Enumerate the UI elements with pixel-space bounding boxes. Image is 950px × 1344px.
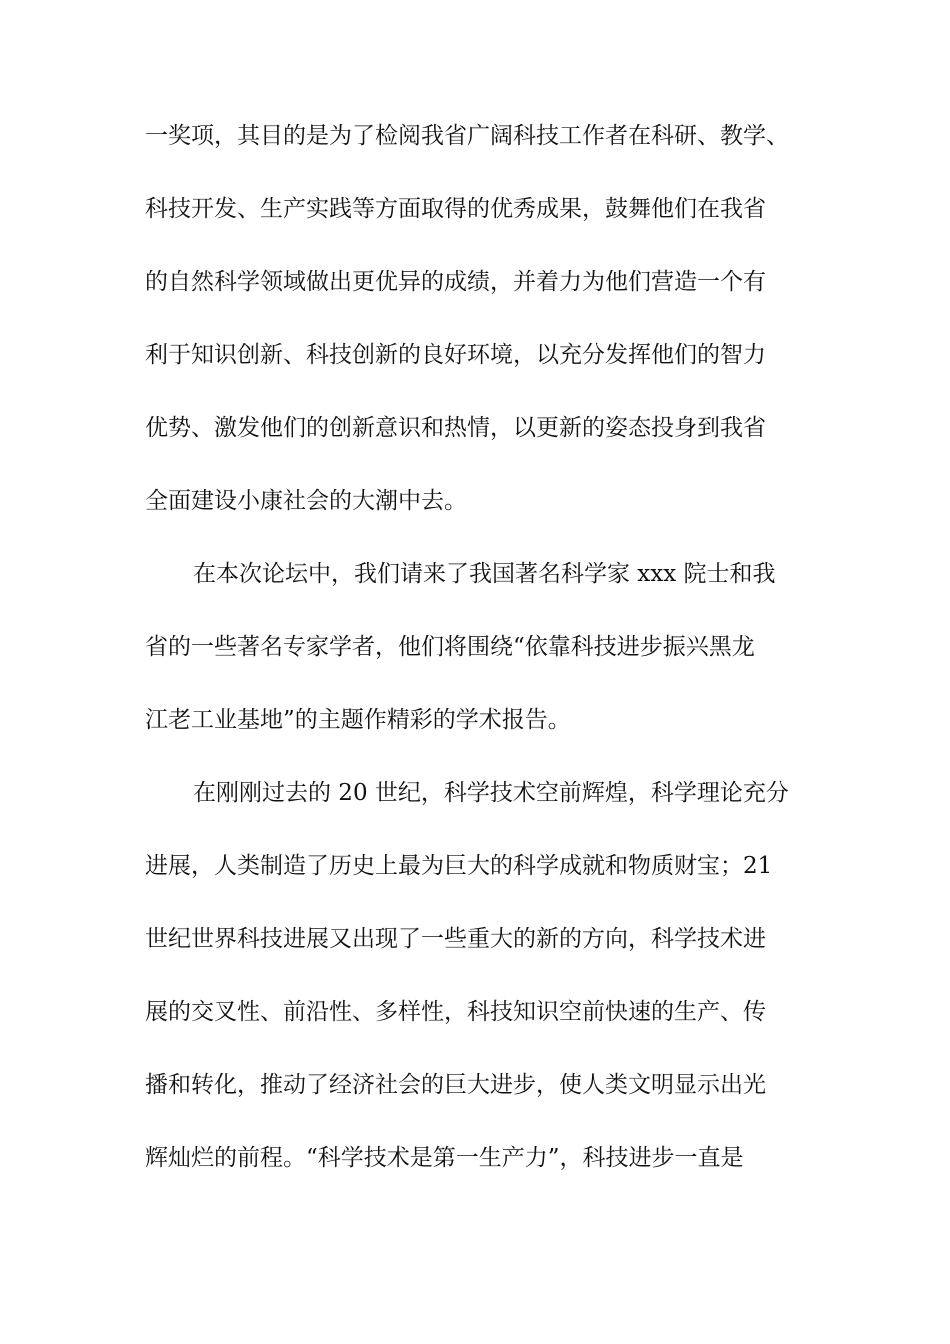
text-line: 辉灿烂的前程。“科学技术是第一生产力”，科技进步一直是 <box>145 1145 744 1171</box>
text-line: 展的交叉性、前沿性、多样性，科技知识空前快速的生产、传 <box>145 999 766 1025</box>
text-line: 优势、激发他们的创新意识和热情，以更新的姿态投身到我省 <box>145 415 766 441</box>
text-line: 利于知识创新、科技创新的良好环境，以充分发挥他们的智力 <box>145 342 766 368</box>
text-line: 的自然科学领域做出更优异的成绩，并着力为他们营造一个有 <box>145 269 766 295</box>
text-line: 全面建设小康社会的大潮中去。 <box>145 488 467 514</box>
text-line: 进展，人类制造了历史上最为巨大的科学成就和物质财宝；21 <box>145 853 773 879</box>
text-line: 播和转化，推动了经济社会的巨大进步，使人类文明显示出光 <box>145 1072 766 1098</box>
text-line: 江老工业基地”的主题作精彩的学术报告。 <box>145 707 571 733</box>
text-line: 一奖项，其目的是为了检阅我省广阔科技工作者在科研、教学、 <box>145 123 789 149</box>
document-body <box>145 113 815 1208</box>
paragraph-start-line: 在本次论坛中，我们请来了我国著名科学家 xxx 院士和我 <box>193 561 776 587</box>
text-line: 世纪世界科技进展又出现了一些重大的新的方向，科学技术进 <box>145 926 766 952</box>
paragraph-start-line: 在刚刚过去的 20 世纪，科学技术空前辉煌，科学理论充分 <box>193 780 789 806</box>
text-line: 省的一些著名专家学者，他们将围绕“依靠科技进步振兴黑龙 <box>145 634 755 660</box>
text-line: 科技开发、生产实践等方面取得的优秀成果，鼓舞他们在我省 <box>145 196 766 222</box>
